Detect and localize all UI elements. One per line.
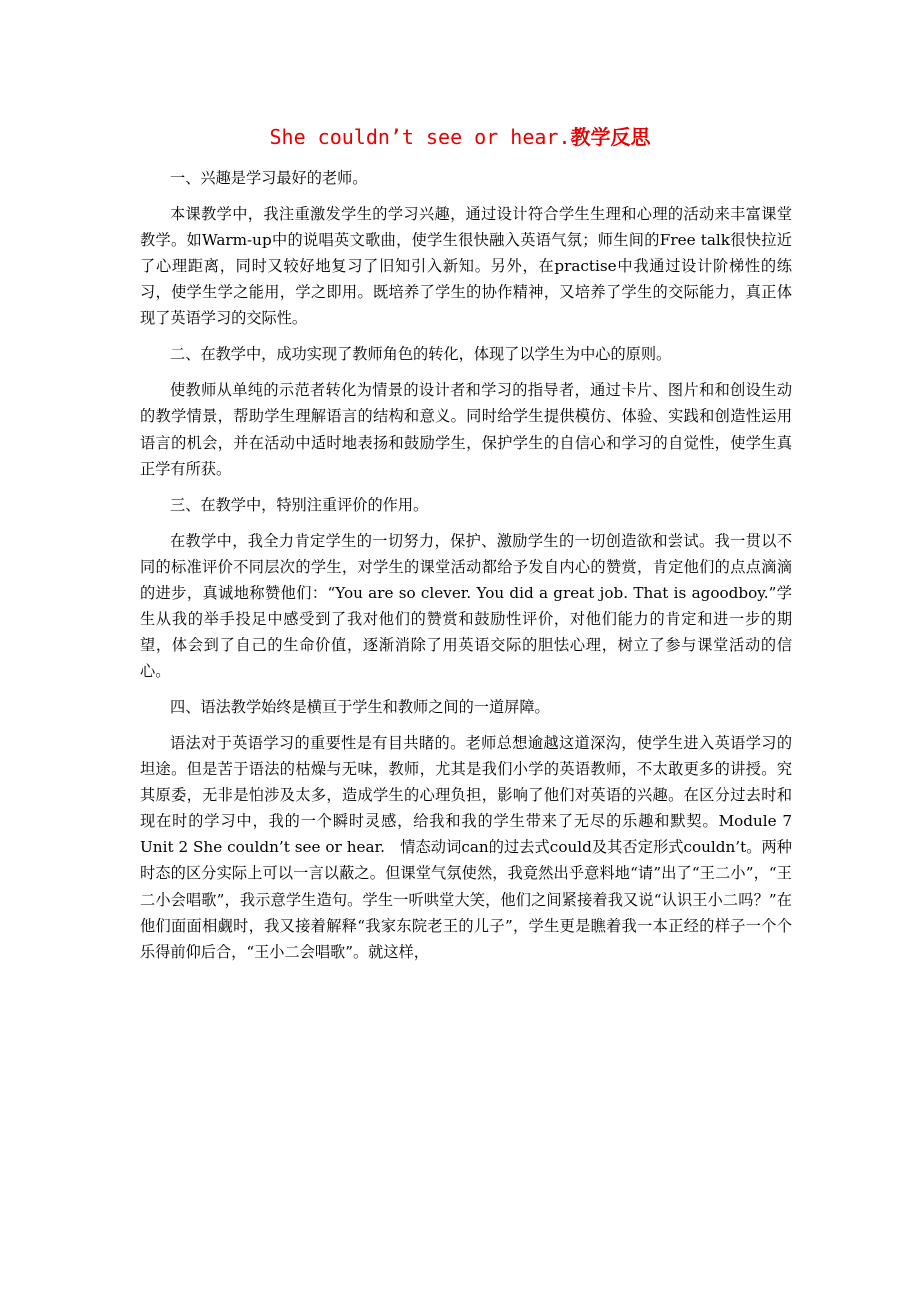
body-paragraph-4: 语法对于英语学习的重要性是有目共睹的。老师总想逾越这道深沟，使学生进入英语学习的坦途。但是苦于语法的枯燥与无味，教师，尤其是我们小学的英语教师，不太敢更多的讲授。究其原委，无非是怕涉及太多，造成学生的心理负担，影响了他们对英语的兴趣。在区分过去时和现在时的学习中，我的一个瞬时灵感，给我和我的学生带来了无尽的乐趣和默契。Module 7 Unit 2 She couldn’t see or hear. 情态动词can的过去式could及其否定形式couldn’t。两种时态的区分实际上可以一言以蔽之。但课堂气氛使然，我竟然出乎意料地“请”出了“王二小”，“王二小会唱歌”，我示意学生造句。学生一听哄堂大笑，他们之间紧接着我又说“认识王小二吗？”在他们面面相觑时，我又接着解释“我家东院老王的儿子”，学生更是瞧着我一本正经的样子一个个乐得前仰后合，“王小二会唱歌”。就这样， — [140, 734, 792, 961]
body-paragraph-1: 本课教学中，我注重激发学生的学习兴趣，通过设计符合学生生理和心理的活动来丰富课堂教学。如Warm-up中的说唱英文歌曲，使学生很快融入英语气氛；师生间的Free talk很快拉近了心理距离，同时又较好地复习了旧知引入新知。另外，在practise中我通过设计阶梯性的练习，使学生学之能用，学之即用。既培养了学生的协作精神，又培养了学生的交际能力，真正体现了英语学习的交际性。 — [140, 204, 792, 328]
section-heading-3: 三、在教学中，特别注重评价的作用。 — [170, 495, 429, 514]
body-paragraph-3: 在教学中，我全力肯定学生的一切努力，保护、激励学生的一切创造欲和尝试。我一贯以不同的标准评价不同层次的学生，对学生的课堂活动都给予发自内心的赞赏，肯定他们的点点滴滴的进步，真诚地称赞他们：“You are so clever. You did a great job. That is agoodboy.”学生从我的举手投足中感受到了我对他们的赞赏和鼓励性评价，对他们能力的肯定和进一步的期望，体会到了自己的生命价值，逐渐消除了用英语交际的胆怯心理，树立了参与课堂活动的信心。 — [140, 531, 792, 681]
document-title — [0, 122, 920, 152]
document-body — [140, 165, 792, 965]
section-heading-2: 二、在教学中，成功实现了教师角色的转化，体现了以学生为中心的原则。 — [170, 345, 672, 364]
section-heading-1: 一、兴趣是学习最好的老师。 — [170, 169, 368, 187]
section-heading-4: 四、语法教学始终是横亘于学生和教师之间的一道屏障。 — [170, 698, 550, 717]
title-english: She couldn’t see or hear. — [269, 125, 571, 149]
title-chinese: 教学反思 — [570, 125, 651, 149]
body-paragraph-2: 使教师从单纯的示范者转化为情景的设计者和学习的指导者，通过卡片、图片和和创设生动的教学情景，帮助学生理解语言的结构和意义。同时给学生提供模仿、体验、实践和创造性运用语言的机会，并在活动中适时地表扬和鼓励学生，保护学生的自信心和学习的自觉性，使学生真正学有所获。 — [140, 381, 792, 478]
